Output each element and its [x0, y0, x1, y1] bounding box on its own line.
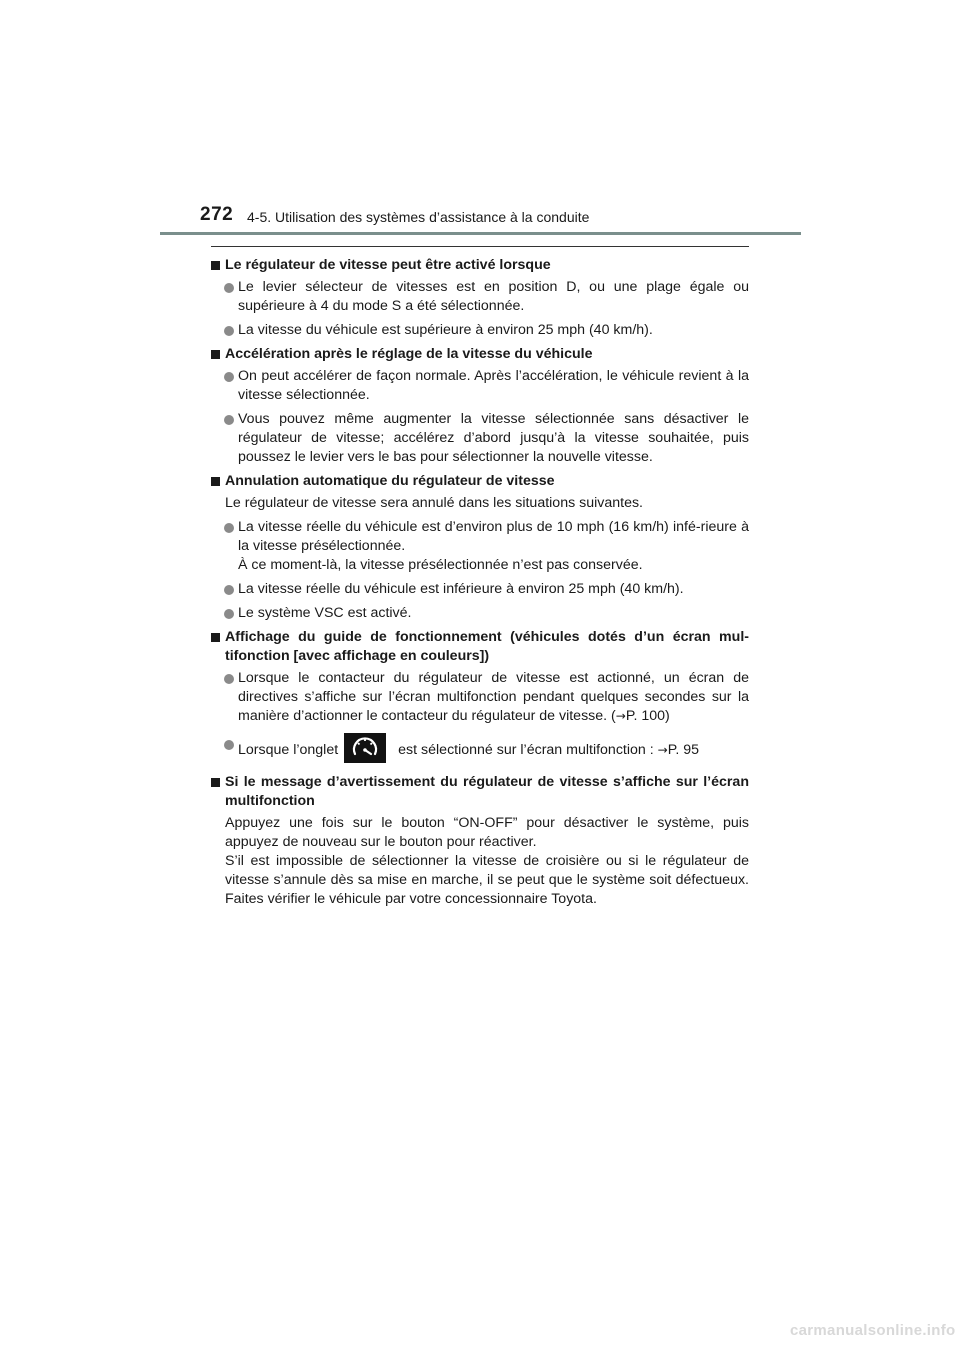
page-content [211, 256, 749, 914]
section-guide-display [211, 628, 749, 765]
section-title: 4-5. Utilisation des systèmes d’assistance à la conduite [247, 209, 590, 225]
section-heading [211, 256, 749, 275]
item-note: À ce moment-là, la vitesse présélectionnée n’est pas conservée. [238, 557, 643, 573]
square-bullet-icon [211, 633, 220, 642]
item-text: Lorsque l’onglet [238, 741, 339, 758]
section-warning-message [211, 773, 749, 909]
section-heading [211, 345, 749, 364]
round-bullet-icon [224, 372, 234, 382]
item-text: La vitesse du véhicule est supérieure à environ 25 mph (40 km/h). [238, 322, 653, 338]
page-reference[interactable]: P. 95 [667, 741, 699, 758]
paragraph: Appuyez une fois sur le bouton “ON-OFF” pour désactiver le système, puis appuyez de nouveau sur le bouton pour réactiver. [225, 815, 749, 850]
speedometer-icon [344, 733, 386, 763]
square-bullet-icon [211, 778, 220, 787]
watermark: carmanualsonline.info [790, 1322, 956, 1339]
round-bullet-icon [224, 609, 234, 619]
page-reference[interactable]: P. 100) [625, 708, 670, 724]
heading-text: Le régulateur de vitesse peut être activé lorsque [225, 257, 551, 273]
list-item [211, 580, 749, 599]
list-item [211, 735, 749, 765]
list-item [211, 518, 749, 575]
section-auto-cancel [211, 472, 749, 623]
list-item [211, 321, 749, 340]
item-text: Le levier sélecteur de vitesses est en position D, ou une plage égale ou supérieure à 4 du mode S a été sélectionnée. [238, 279, 749, 314]
item-text: Vous pouvez même augmenter la vitesse sélectionnée sans désactiver le régulateur de vitesse; accélérez d’abord jusqu’à la vitesse souhaitée, puis poussez le levier vers le bas pour sélectionner la nouvelle vitesse. [238, 411, 749, 465]
round-bullet-icon [224, 585, 234, 595]
section-heading [211, 628, 749, 666]
arrow-icon: → [657, 742, 668, 757]
list-item [211, 278, 749, 316]
section-intro: Le régulateur de vitesse sera annulé dans les situations suivantes. [225, 495, 643, 511]
round-bullet-icon [224, 283, 234, 293]
list-item [211, 410, 749, 467]
heading-text: Si le message d’avertissement du régulateur de vitesse s’affiche sur l’écran multifonction [225, 774, 749, 809]
item-text: On peut accélérer de façon normale. Après l’accélération, le véhicule revient à la vitesse sélectionnée. [238, 368, 749, 403]
round-bullet-icon [224, 415, 234, 425]
section-heading [211, 773, 749, 811]
item-text: Lorsque le contacteur du régulateur de vitesse est actionné, un écran de directives s’affiche sur l’écran multifonction pendant quelques secondes sur la manière d’actionner le contacteur du régulateur de vitesse. ( [238, 670, 749, 724]
heading-text: Affichage du guide de fonctionnement (véhicules dotés d’un écran mul-tifonction [avec affichage en couleurs]) [225, 629, 749, 664]
section-acceleration [211, 345, 749, 467]
heading-text: Accélération après le réglage de la vitesse du véhicule [225, 346, 593, 362]
list-item [211, 669, 749, 726]
square-bullet-icon [211, 477, 220, 486]
content-rule [211, 246, 749, 247]
section-heading [211, 472, 749, 491]
round-bullet-icon [224, 674, 234, 684]
item-text-suffix: est sélectionné sur l’écran multifonction : [398, 741, 658, 758]
item-text: La vitesse réelle du véhicule est d’environ plus de 10 mph (16 km/h) infé-rieure à la vitesse présélectionnée. [238, 519, 749, 554]
section-activation [211, 256, 749, 340]
list-item [211, 604, 749, 623]
paragraph: S’il est impossible de sélectionner la vitesse de croisière ou si le régulateur de vitesse s’annule dès sa mise en marche, il se peut que le système soit défectueux. Faites vérifier le véhicule par votre concessionnaire Toyota. [225, 853, 749, 907]
item-text: La vitesse réelle du véhicule est inférieure à environ 25 mph (40 km/h). [238, 581, 684, 597]
page-number: 272 [200, 204, 234, 225]
square-bullet-icon [211, 261, 220, 270]
square-bullet-icon [211, 350, 220, 359]
heading-text: Annulation automatique du régulateur de vitesse [225, 473, 555, 489]
arrow-icon: → [615, 709, 626, 723]
round-bullet-icon [224, 523, 234, 533]
round-bullet-icon [224, 326, 234, 336]
round-bullet-icon [224, 740, 234, 750]
list-item [211, 367, 749, 405]
header-rule [160, 232, 801, 235]
item-text: Le système VSC est activé. [238, 605, 412, 621]
